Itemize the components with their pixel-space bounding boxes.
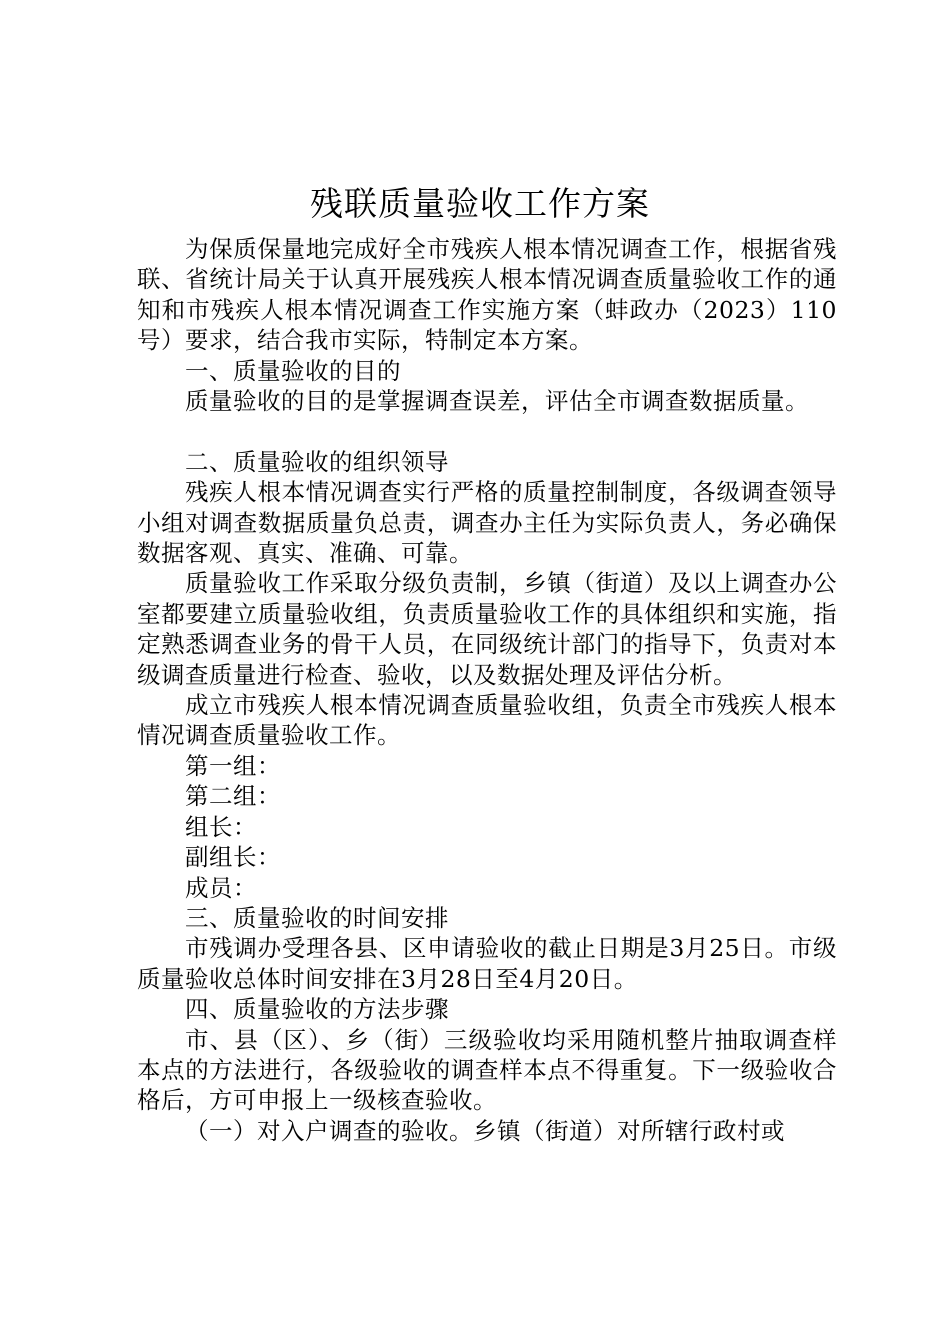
group-one-label: 第一组： — [185, 751, 281, 780]
section-heading-schedule: 三、质量验收的时间安排 — [185, 903, 449, 932]
section-heading-organization: 二、质量验收的组织领导 — [185, 447, 449, 476]
blank-line — [137, 416, 837, 446]
document-title: 残联质量验收工作方案 — [310, 184, 650, 223]
paragraph-schedule: 市残调办受理各县、区申请验收的截止日期是3月25日。市级质量验收总体时间安排在3月28日至4月20日。 — [137, 934, 837, 993]
paragraph-purpose: 质量验收的目的是掌握调查误差，评估全市调查数据质量。 — [185, 387, 809, 416]
paragraph-organization-3: 成立市残疾人根本情况调查质量验收组，负责全市残疾人根本情况调查质量验收工作。 — [137, 691, 837, 750]
paragraph-methods: 市、县（区）、乡（街）三级验收均采用随机整片抽取调查样本点的方法进行，各级验收的调查样本点不得重复。下一级验收合格后，方可申报上一级核查验收。 — [137, 1025, 837, 1115]
group-two-label: 第二组： — [185, 782, 281, 811]
members-label: 成员： — [185, 873, 257, 902]
paragraph-intro: 为保质保量地完成好全市残疾人根本情况调查工作，根据省残联、省统计局关于认真开展残疾人根本情况调查质量验收工作的通知和市残疾人根本情况调查工作实施方案（蚌政办（2023）110号）要求，结合我市实际，特制定本方案。 — [137, 235, 837, 355]
paragraph-organization-1: 残疾人根本情况调查实行严格的质量控制制度，各级调查领导小组对调查数据质量负总责，调查办主任为实际负责人，务必确保数据客观、真实、准确、可靠。 — [137, 478, 837, 568]
section-heading-methods: 四、质量验收的方法步骤 — [185, 995, 449, 1024]
document-body — [137, 234, 837, 1146]
paragraph-household-survey: （一）对入户调查的验收。乡镇（街道）对所辖行政村或 — [185, 1116, 785, 1145]
section-heading-purpose: 一、质量验收的目的 — [185, 356, 401, 385]
paragraph-organization-2: 质量验收工作采取分级负责制，乡镇（街道）及以上调查办公室都要建立质量验收组，负责质量验收工作的具体组织和实施，指定熟悉调查业务的骨干人员，在同级统计部门的指导下，负责对本级调查质量进行检查、验收，以及数据处理及评估分析。 — [137, 569, 837, 689]
group-leader-label: 组长： — [185, 812, 257, 841]
deputy-leader-label: 副组长： — [185, 843, 281, 872]
